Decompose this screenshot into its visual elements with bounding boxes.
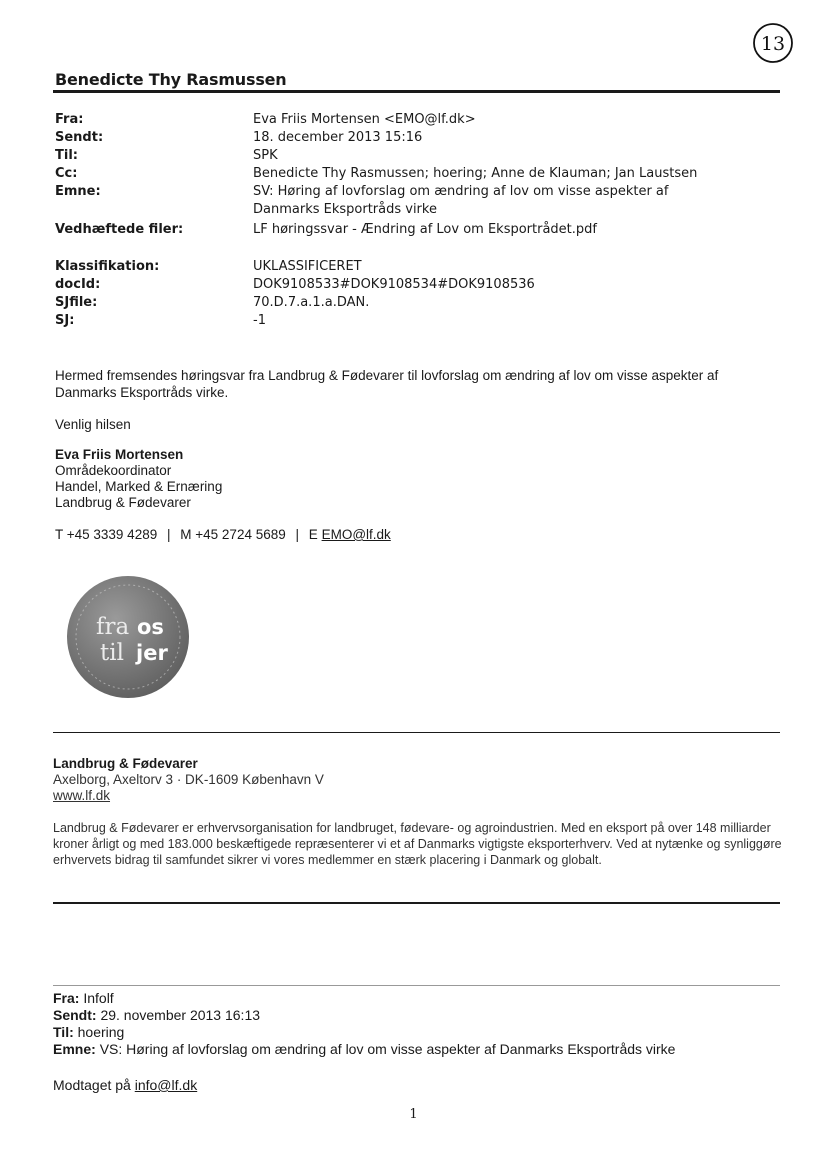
header-label: SJfile: [55, 295, 98, 310]
signature-phone: T +45 3339 4289 [55, 527, 158, 542]
header-label: Emne: [55, 184, 101, 199]
header-value: -1 [253, 313, 266, 328]
body-greeting: Venlig hilsen [55, 417, 131, 432]
forward-to [53, 1024, 124, 1041]
received-prefix: Modtaget på [53, 1077, 131, 1093]
signature-organization: Landbrug & Fødevarer [55, 495, 191, 510]
separator: | [295, 527, 300, 542]
page-number: 1 [409, 1107, 418, 1122]
signature-department: Handel, Marked & Ernæring [55, 479, 223, 494]
forward-rule [53, 985, 780, 986]
forward-sent [53, 1007, 260, 1024]
forward-value: VS: Høring af lovforslag om ændring af lov om visse aspekter af Danmarks Eksportråds virke [99, 1041, 676, 1057]
page-number-mark [752, 22, 794, 64]
header-label: Sendt: [55, 130, 104, 145]
footer-description: Landbrug & Fødevarer er erhvervsorganisation for landbruget, fødevare- og agroindustrien. Med en eksport på over 148 milliarder kroner årligt og med 183.000 beskæftigede repræsenterer vi et af Danmarks vigtigste eksporterhverv. Ved at nytænke og synliggøre erhvervets bidrag til samfundet sikrer vi vores medlemmer en stærk placering i Danmark og globalt. [53, 821, 782, 867]
signature-title: Områdekoordinator [55, 463, 172, 478]
body-intro: Hermed fremsendes høringsvar fra Landbrug & Fødevarer til lovforslag om ændring af lov om visse aspekter af Danmarks Eksportråds virke. [55, 368, 719, 400]
signature-rule [53, 732, 780, 733]
fra-os-til-jer-badge [66, 570, 190, 704]
badge-word-fra: fra [96, 614, 130, 640]
forward-value: hoering [77, 1024, 125, 1040]
separator: | [167, 527, 171, 542]
page-mark-text: 13 [760, 33, 786, 55]
header-label: docId: [55, 277, 101, 292]
header-value: Benedicte Thy Rasmussen; hoering; Anne de Klauman; Jan Laustsen [253, 166, 698, 181]
badge-word-jer: jer [136, 641, 168, 665]
forward-value: 29. november 2013 16:13 [100, 1007, 261, 1023]
footer-website-link[interactable]: www.lf.dk [53, 788, 111, 803]
attachment-link[interactable]: LF høringssvar - Ændring af Lov om Eksportrådet.pdf [253, 222, 597, 237]
signature-contact [55, 527, 391, 543]
header-value: SV: Høring af lovforslag om ændring af lov om visse aspekter af Danmarks Eksportråds virke [253, 184, 669, 217]
header-rule [53, 90, 780, 93]
received-email-link[interactable]: info@lf.dk [134, 1077, 198, 1093]
header-value: 18. december 2013 15:16 [253, 130, 423, 145]
header-label: Klassifikation: [55, 259, 160, 274]
forward-value: Infolf [83, 990, 114, 1006]
forward-label: Til: [53, 1024, 74, 1040]
footer-org-name: Landbrug & Fødevarer [53, 756, 198, 771]
header-value: UKLASSIFICERET [253, 259, 362, 274]
header-value: 70.D.7.a.1.a.DAN. [253, 295, 370, 310]
badge-word-til: til [100, 640, 124, 666]
signature-name: Eva Friis Mortensen [55, 447, 184, 462]
forward-label: Emne: [53, 1041, 96, 1057]
header-value: Eva Friis Mortensen <EMO@lf.dk> [253, 112, 476, 127]
forward-from [53, 990, 114, 1007]
author-name: Benedicte Thy Rasmussen [55, 70, 287, 89]
forward-label: Fra: [53, 990, 80, 1006]
signature-email-link[interactable]: EMO@lf.dk [321, 527, 391, 542]
header-label: Fra: [55, 112, 84, 127]
header-label: Cc: [55, 166, 78, 181]
header-label: Til: [55, 148, 78, 163]
badge-word-os: os [137, 615, 164, 639]
signature-email-prefix: E [308, 527, 318, 542]
received-line [53, 1077, 197, 1094]
forward-subject [53, 1041, 675, 1058]
forward-label: Sendt: [53, 1007, 97, 1023]
footer-rule [53, 902, 780, 904]
footer-address: Axelborg, Axeltorv 3 · DK-1609 København V [53, 772, 324, 787]
header-label: SJ: [55, 313, 75, 328]
header-value: SPK [253, 148, 278, 163]
header-label: Vedhæftede filer: [55, 222, 184, 237]
signature-mobile: M +45 2724 5689 [180, 527, 286, 542]
header-value: DOK9108533#DOK9108534#DOK9108536 [253, 277, 535, 292]
